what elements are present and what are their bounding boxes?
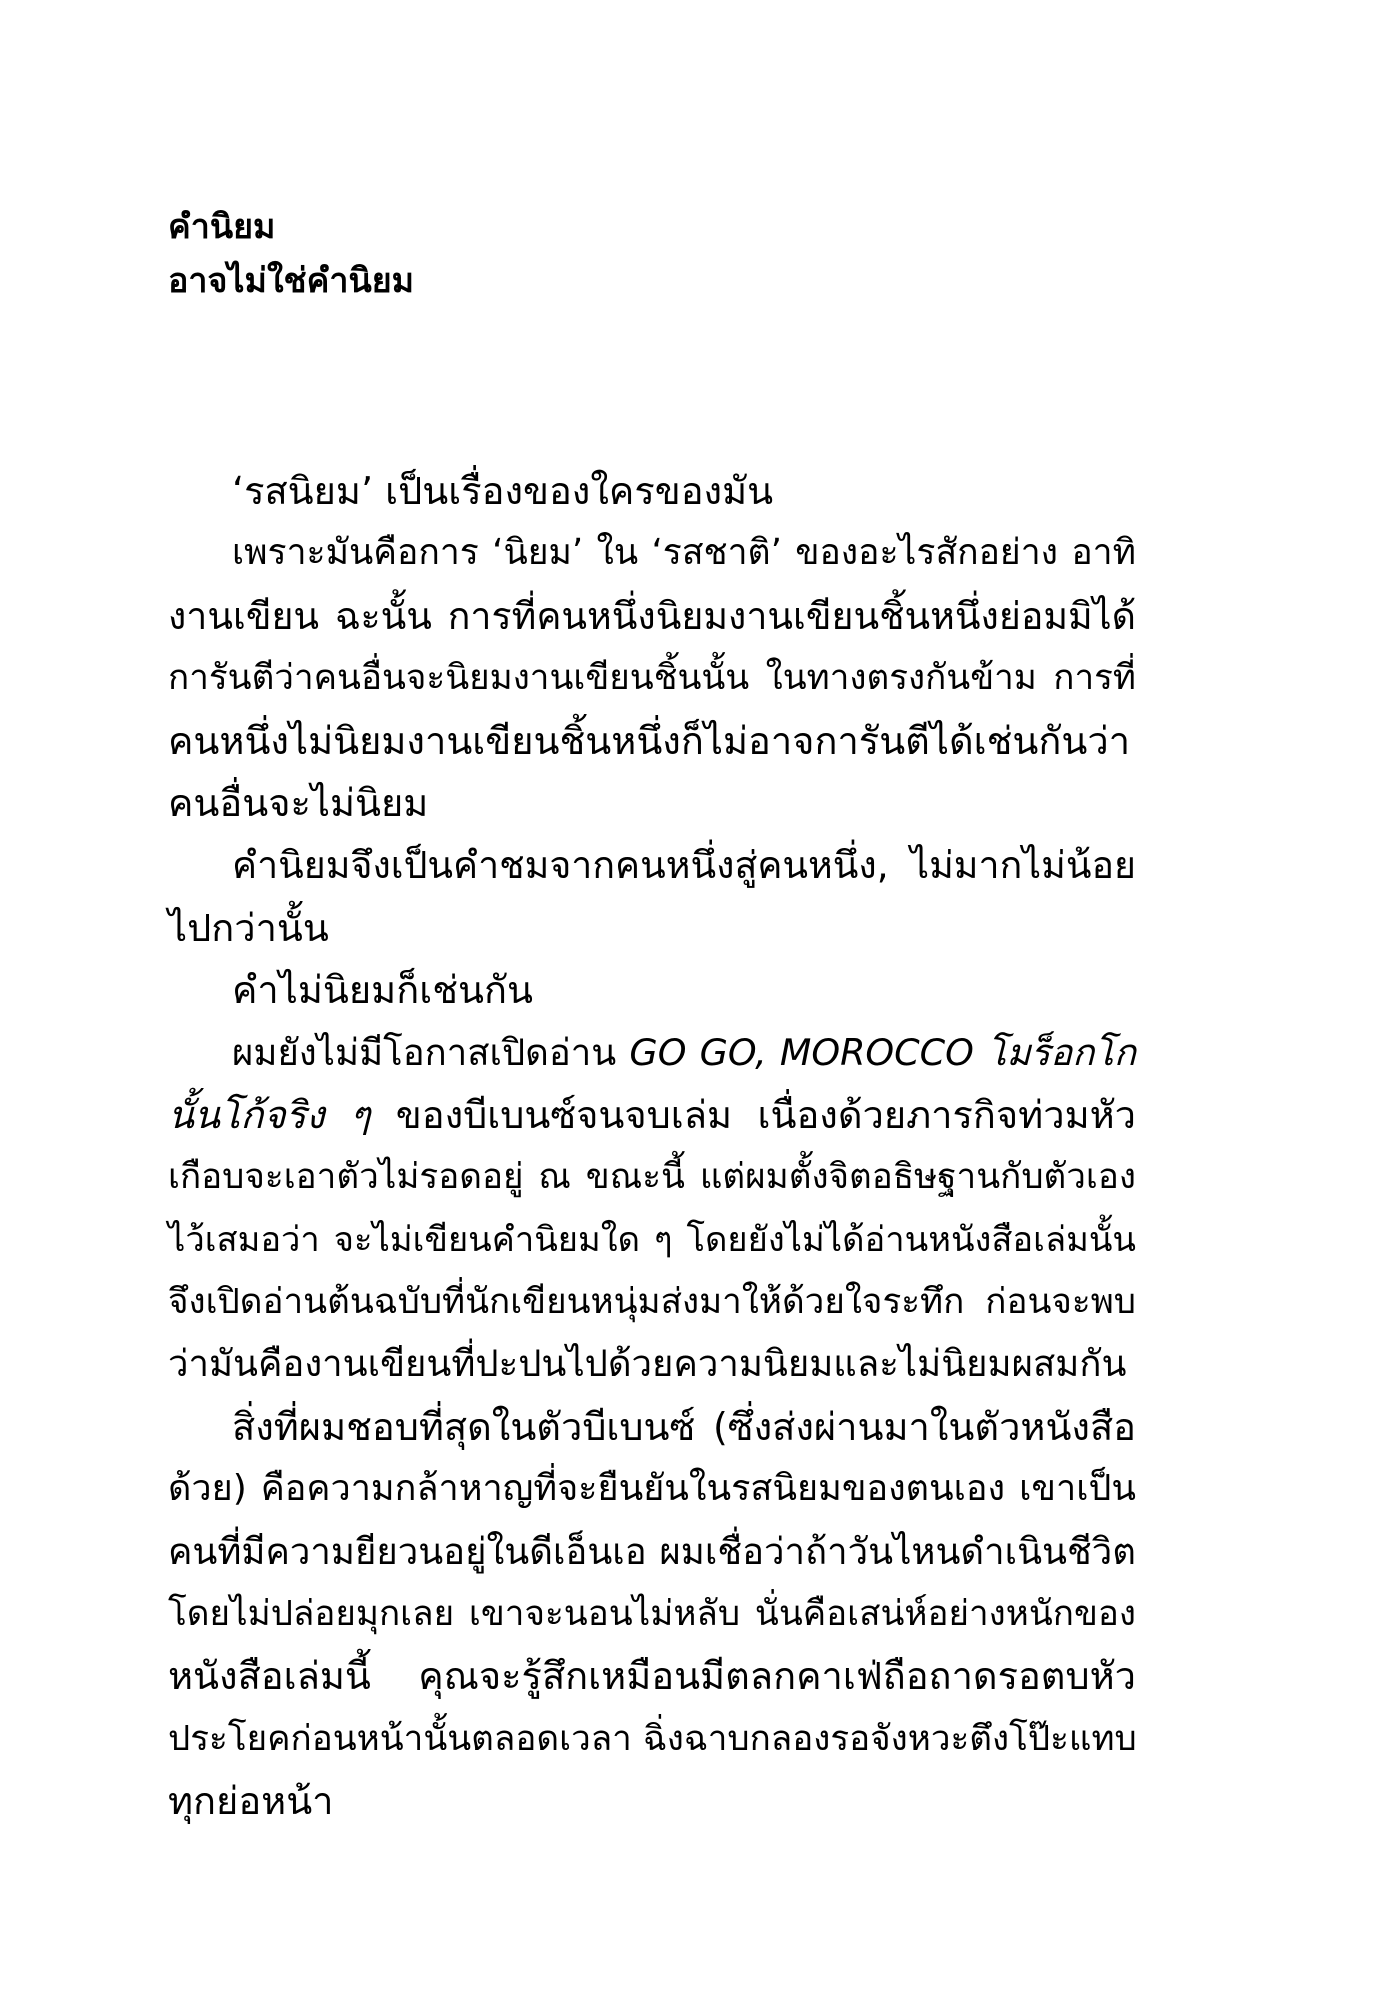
paragraph-line: คำไม่นิยมก็เช่นกัน (232, 968, 533, 1013)
paragraph-line: การันตีว่าคนอื่นจะนิยมงานเขียนชิ้นนั้น ในทางตรงกันข้าม การที่ (168, 658, 1136, 699)
paragraph-line: เพราะมันคือการ ‘นิยม’ ใน ‘รสชาติ’ ของอะไรสักอย่าง อาทิ (232, 532, 1136, 574)
paragraph-line: ทุกย่อหน้า (168, 1779, 334, 1824)
paragraph-line: ประโยคก่อนหน้านั้นตลอดเวลา ฉิ่งฉาบกลองรอจังหวะตึงโป๊ะแทบ (168, 1718, 1137, 1759)
paragraph-line: ‘รสนิยม’ เป็นเรื่องของใครของมัน (232, 469, 774, 513)
title-block (168, 200, 1068, 308)
book-title-italic: GO GO, MOROCCO โมร็อกโก (629, 1030, 1136, 1074)
paragraph-line: จึงเปิดอ่านต้นฉบับที่นักเขียนหนุ่มส่งมาให้ด้วยใจระทึก ก่อนจะพบ (168, 1282, 1136, 1323)
paragraph-line: หนังสือเล่มนี้ คุณจะรู้สึกเหมือนมีตลกคาเฟ่ถือถาดรอตบหัว (168, 1654, 1136, 1699)
paragraph-line: ไว้เสมอว่า จะไม่เขียนคำนิยมใด ๆ โดยยังไม่ได้อ่านหนังสือเล่มนั้น (168, 1219, 1136, 1260)
line-segment: ของบีเบนซ์จนจบเล่ม เนื่องด้วยภารกิจท่วมหัว (370, 1092, 1136, 1137)
paragraph-line: คนที่มีความยียวนอยู่ในดีเอ็นเอ ผมเชื่อว่าถ้าวันไหนดำเนินชีวิต (168, 1529, 1136, 1573)
paragraph-line: คนอื่นจะไม่นิยม (168, 780, 429, 825)
paragraph-line: ว่ามันคืองานเขียนที่ปะปนไปด้วยความนิยมและไม่นิยมผสมกัน (168, 1342, 1127, 1386)
paragraph-line: ไปกว่านั้น (168, 905, 329, 950)
page-subtitle: อาจไม่ใช่คำนิยม (168, 261, 415, 301)
paragraph-line: คำนิยมจึงเป็นคำชมจากคนหนึ่งสู่คนหนึ่ง, ไม่มากไม่น้อย (232, 843, 1136, 888)
paragraph-line: โดยไม่ปล่อยมุกเลย เขาจะนอนไม่หลับ นั่นคือเสน่ห์อย่างหนักของ (168, 1594, 1136, 1635)
page-title: คำนิยม (168, 207, 276, 247)
body-text (168, 460, 1136, 1833)
paragraph-line (168, 1022, 1136, 1084)
paragraph-line: งานเขียน ฉะนั้น การที่คนหนึ่งนิยมงานเขียนชิ้นหนึ่งย่อมมิได้ (168, 593, 1136, 638)
line-segment: ผมยังไม่มีโอกาสเปิดอ่าน (232, 1030, 630, 1074)
book-title-italic: นั้นโก้จริง ๆ (168, 1092, 371, 1137)
paragraph-line (168, 1084, 1136, 1146)
paragraph-line: คนหนึ่งไม่นิยมงานเขียนชิ้นหนึ่งก็ไม่อาจการันตีได้เช่นกันว่า (168, 718, 1131, 763)
paragraph-line: เกือบจะเอาตัวไม่รอดอยู่ ณ ขณะนี้ แต่ผมตั้งจิตอธิษฐานกับตัวเอง (168, 1157, 1136, 1198)
paragraph-line: สิ่งที่ผมชอบที่สุดในตัวบีเบนซ์ (ซึ่งส่งผ่านมาในตัวหนังสือ (232, 1404, 1136, 1449)
paragraph-line: ด้วย) คือความกล้าหาญที่จะยืนยันในรสนิยมของตนเอง เขาเป็น (168, 1468, 1136, 1510)
